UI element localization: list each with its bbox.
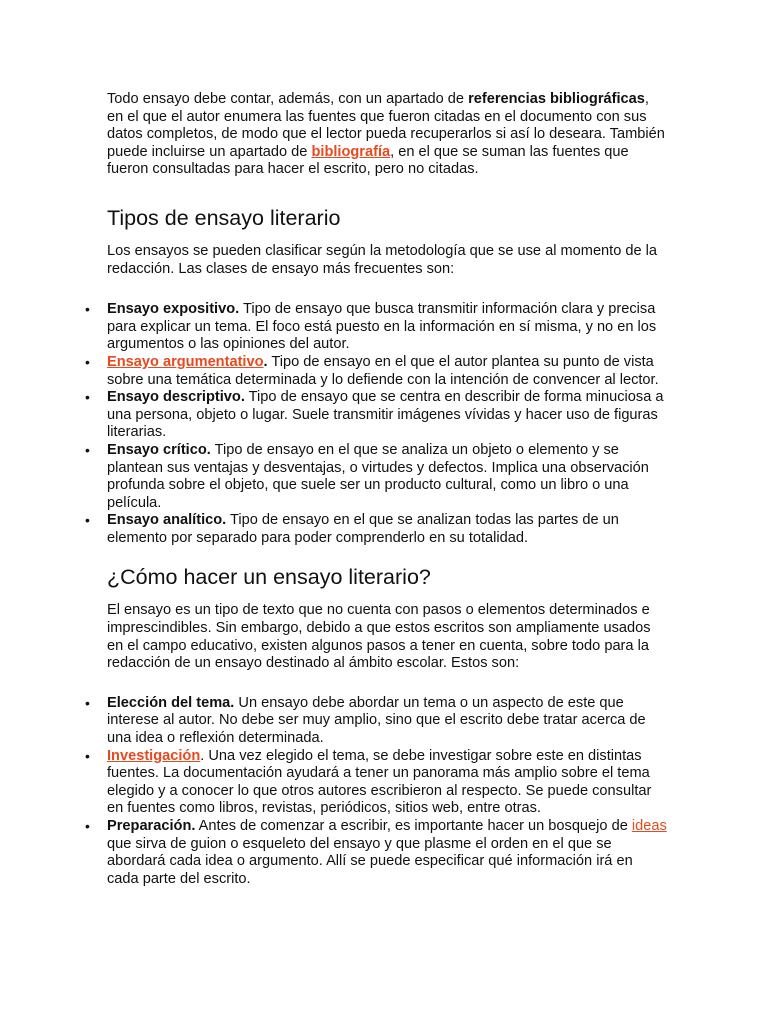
term-analitico: Ensayo analítico.: [107, 512, 227, 529]
heading-tipos-de-ensayo: Tipos de ensayo literario: [107, 205, 341, 230]
pasos-list: [85, 694, 667, 889]
tipos-paragraph: Los ensayos se pueden clasificar según la metodología que se use al momento de la redacción. Las clases de ensayo más frecuentes son:: [107, 242, 658, 277]
intro-text-3: , en el que se suman las fuentes que fueron consultadas para hacer el escrito, pero no citadas.: [107, 143, 629, 178]
item-text: Tipo de ensayo en el que se analiza un objeto o elemento y se plantean sus ventajas y desventajas, o virtudes y defectos. Implica una observación profunda sobre el objeto, que suele ser un producto cultural, como un libro o una película.: [107, 441, 649, 511]
list-item-expositivo: [85, 301, 667, 354]
item-text: Tipo de ensayo que busca transmitir información clara y precisa para explicar un tema. El foco está puesto en la información en sí misma, y no en los argumentos o las opiniones del autor.: [107, 301, 657, 353]
document-content: [85, 91, 667, 888]
bullet-icon: •: [85, 512, 90, 529]
item-text: Un ensayo debe abordar un tema o un aspecto de este que interese al autor. No debe ser muy amplio, sino que el escrito debe tratar acerca de una idea o reflexión determinada.: [107, 694, 646, 747]
investigacion-link[interactable]: Investigación: [107, 747, 201, 764]
bullet-icon: •: [85, 389, 90, 406]
intro-text-2: , en el que el autor enumera las fuentes que fueron citadas en el documento con sus datos completos, de modo que el lector pueda recuperarlos si así lo deseara. También puede incluirse un apartado de: [107, 91, 665, 160]
bullet-icon: •: [85, 818, 90, 834]
item-text: Tipo de ensayo en el que el autor plantea su punto de vista sobre una temática determinada y lo defiende con la intención de convencer al lector.: [107, 353, 659, 388]
bullet-icon: •: [85, 301, 90, 318]
item-text: Tipo de ensayo en el que se analizan todas las partes de un elemento por separado para poder comprenderlo en su totalidad.: [107, 512, 619, 546]
bullet-icon: •: [85, 747, 90, 764]
ideas-link[interactable]: ideas: [631, 818, 667, 834]
list-item-critico: [85, 441, 667, 512]
item-text: Tipo de ensayo que se centra en describir de forma minuciosa a una persona, objeto o lugar. Suele transmitir imágenes vívidas y hacer uso de figuras literarias.: [107, 389, 664, 441]
term-descriptivo: Ensayo descriptivo.: [107, 389, 245, 406]
ensayo-argumentativo-link[interactable]: Ensayo argumentativo: [107, 353, 264, 370]
list-item-descriptivo: [85, 389, 667, 442]
tipos-list: [85, 301, 667, 547]
bullet-icon: •: [85, 353, 90, 370]
como-paragraph: El ensayo es un tipo de texto que no cuenta con pasos o elementos determinados e imprescindibles. Sin embargo, debido a que estos escritos son ampliamente usados en el campo educativo, existen algunos pasos a tener en cuenta, sobre todo para la redacción de un ensayo destinado al ámbito escolar. Estos son:: [107, 602, 651, 672]
item-text: Antes de comenzar a escribir, es importante hacer un bosquejo de: [195, 818, 632, 834]
heading-como-hacer: ¿Cómo hacer un ensayo literario?: [107, 565, 431, 590]
term-critico: Ensayo crítico.: [107, 441, 211, 458]
bullet-icon: •: [85, 441, 90, 458]
list-item-eleccion: [85, 694, 667, 748]
term-period: .: [263, 353, 268, 370]
list-item-preparacion: [85, 818, 667, 888]
term-expositivo: Ensayo expositivo.: [107, 301, 240, 318]
bullet-icon: •: [85, 694, 90, 711]
term-eleccion: Elección del tema.: [107, 694, 235, 711]
list-item-investigacion: [85, 747, 667, 818]
term-preparacion: Preparación.: [107, 818, 196, 834]
list-item-analitico: [85, 512, 667, 547]
item-text-2: que sirva de guion o esqueleto del ensayo y que plasme el orden en el que se abordará cada idea o argumento. Allí se puede especificar qué información irá en cada parte del escrito.: [107, 835, 633, 887]
item-text: . Una vez elegido el tema, se debe investigar sobre este en distintas fuentes. La documentación ayudará a tener un panorama más amplio sobre el tema elegido y a conocer lo que otros autores escribieron al respecto. Se puede consultar en fuentes como libros, revistas, periódicos, sitios web, entre otras.: [107, 747, 652, 817]
intro-bold-term: referencias bibliográficas: [468, 91, 645, 107]
bibliografia-link[interactable]: bibliografía: [311, 143, 391, 160]
intro-text-1: Todo ensayo debe contar, además, con un apartado de: [107, 91, 469, 107]
list-item-argumentativo: [85, 353, 667, 389]
intro-paragraph: [107, 91, 667, 179]
